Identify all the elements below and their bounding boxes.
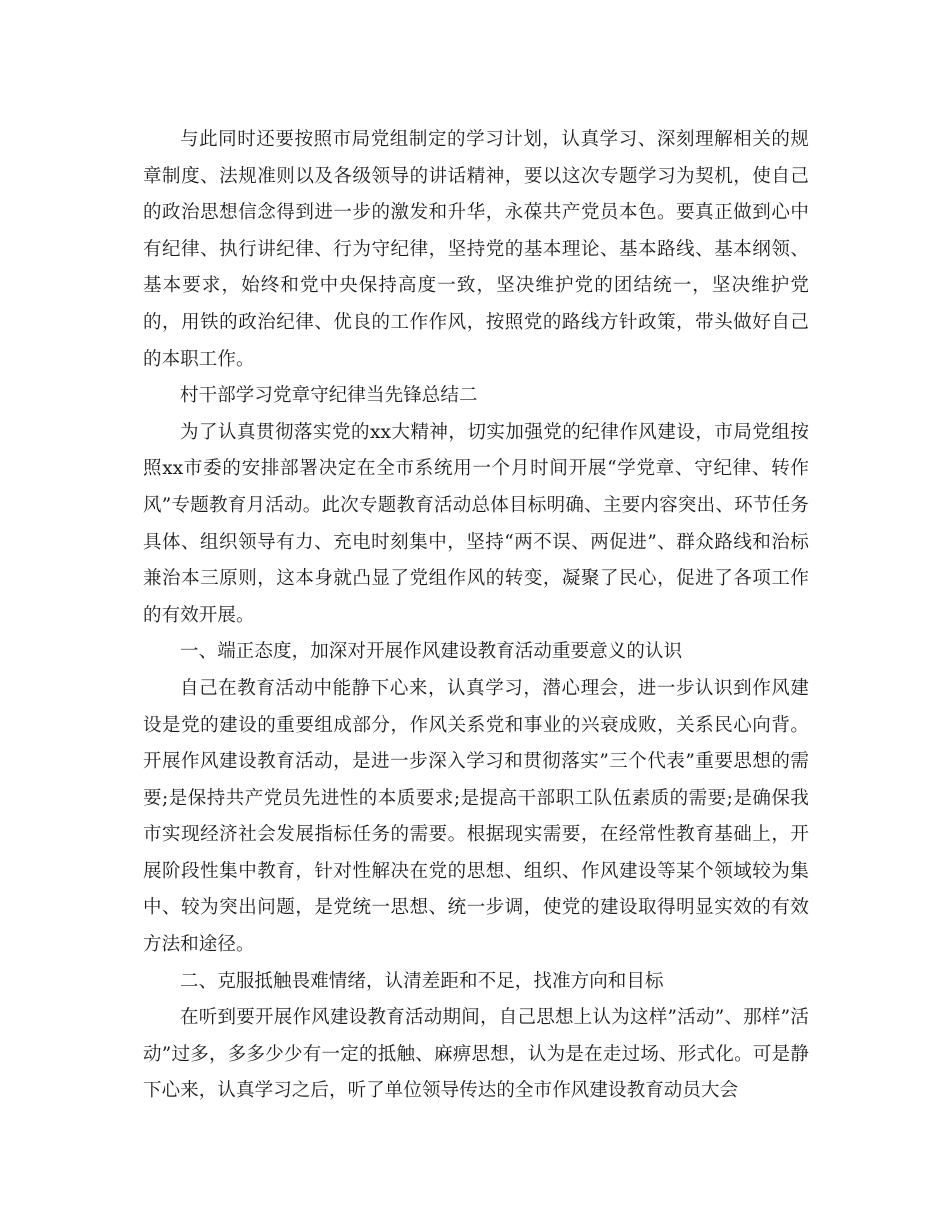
subheading-two: 二、克服抵触畏难情绪，认清差距和不足，找准方向和目标 [180,970,664,992]
subheading-one: 一、端正态度，加深对开展作风建设教育活动重要意义的认识 [180,641,683,663]
paragraph-intro: 与此同时还要按照市局党组制定的学习计划，认真学习、深刻理解相关的规章制度、法规准则以及各级领导的讲话精神，要以这次专题学习为契机，使自己的政治思想信念得到进一步的激发和升华，永葆共产党员本色。要真正做到心中有纪律、执行讲纪律、行为守纪律，坚持党的基本理论、基本路线、基本纲领、基本要求，始终和党中央保持高度一致，坚决维护党的团结统一，坚决维护党的，用铁的政治纪律、优良的工作作风，按照党的路线方针政策，带头做好自己的本职工作。 [143,129,809,370]
section-heading: 村干部学习党章守纪律当先锋总结二 [180,385,478,407]
document-body [143,122,809,1110]
paragraph-background: 为了认真贯彻落实党的xx大精神，切实加强党的纪律作风建设，市局党组按照xx市委的安排部署决定在全市系统用一个月时间开展“学党章、守纪律、转作风”专题教育月活动。此次专题教育活动总体目标明确、主要内容突出、环节任务具体、组织领导有力、充电时刻集中，坚持“两不误、两促进”、群众路线和治标兼治本三原则，这本身就凸显了党组作风的转变，凝聚了民心，促进了各项工作的有效开展。 [143,421,809,626]
paragraph-one: 自己在教育活动中能静下心来，认真学习，潜心理会，进一步认识到作风建设是党的建设的重要组成部分，作风关系党和事业的兴衰成败，关系民心向背。开展作风建设教育活动，是进一步深入学习和贯彻落实”三个代表”重要思想的需要;是保持共产党员先进性的本质要求;是提高干部职工队伍素质的需要;是确保我市实现经济社会发展指标任务的需要。根据现实需要，在经常性教育基础上，开展阶段性集中教育，针对性解决在党的思想、组织、作风建设等某个领域较为集中、较为突出问题，是党统一思想、统一步调，使党的建设取得明显实效的有效方法和途径。 [143,677,809,956]
paragraph-two: 在听到要开展作风建设教育活动期间，自己思想上认为这样”活动”、那样”活动”过多，多多少少有一定的抵触、麻痹思想，认为是在走过场、形式化。可是静下心来，认真学习之后，听了单位领导传达的全市作风建设教育动员大会 [143,1007,809,1102]
